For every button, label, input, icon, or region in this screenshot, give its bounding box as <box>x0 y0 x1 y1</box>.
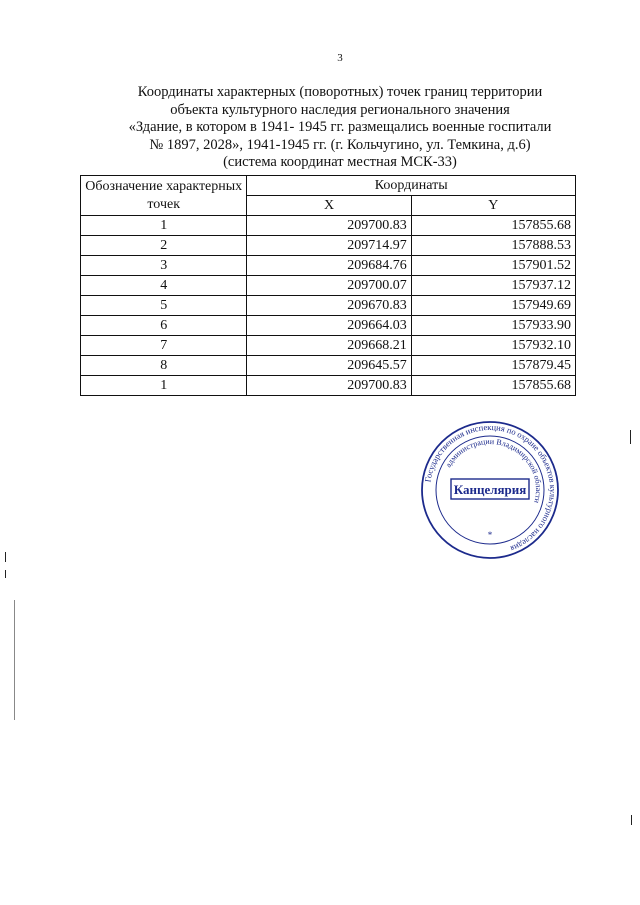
table-row <box>81 336 576 356</box>
y-cell: 157855.68 <box>411 216 575 236</box>
x-cell: 209684.76 <box>247 256 411 276</box>
office-stamp <box>420 420 560 560</box>
y-cell: 157937.12 <box>411 276 575 296</box>
point-cell: 7 <box>81 336 247 356</box>
x-cell: 209700.07 <box>247 276 411 296</box>
header-row <box>81 176 576 196</box>
stamp-star-icon: * <box>487 530 493 540</box>
y-cell: 157879.45 <box>411 356 575 376</box>
y-cell: 157901.52 <box>411 256 575 276</box>
margin-mark <box>631 815 632 825</box>
page-number: 3 <box>337 52 343 64</box>
point-cell: 6 <box>81 316 247 336</box>
y-cell: 157949.69 <box>411 296 575 316</box>
title-line: Координаты характерных (поворотных) точек границ территории <box>137 84 543 100</box>
point-cell: 8 <box>81 356 247 376</box>
y-cell: 157932.10 <box>411 336 575 356</box>
point-cell: 5 <box>81 296 247 316</box>
y-cell: 157855.68 <box>411 376 575 396</box>
table-body <box>81 216 576 396</box>
margin-mark <box>14 600 15 720</box>
table-row <box>81 276 576 296</box>
stamp-center-text: Канцелярия <box>453 482 527 497</box>
margin-mark <box>5 570 6 578</box>
title-line: объекта культурного наследия регионального значения <box>170 101 510 118</box>
table-header <box>81 176 576 216</box>
point-cell: 2 <box>81 236 247 256</box>
point-cell: 1 <box>81 376 247 396</box>
point-cell: 4 <box>81 276 247 296</box>
title-line: «Здание, в котором в 1941- 1945 гг. размещались военные госпитали <box>128 119 552 135</box>
table-row <box>81 376 576 396</box>
x-cell: 209664.03 <box>247 316 411 336</box>
x-cell: 209700.83 <box>247 216 411 236</box>
y-cell: 157933.90 <box>411 316 575 336</box>
title-line: № 1897, 2028», 1941-1945 гг. (г. Кольчугино, ул. Темкина, д.6) <box>149 136 531 153</box>
point-cell: 1 <box>81 216 247 236</box>
x-cell: 209668.21 <box>247 336 411 356</box>
table-row <box>81 316 576 336</box>
margin-mark <box>5 552 6 562</box>
title-line: (система координат местная МСК-33) <box>223 154 457 170</box>
x-cell: 209714.97 <box>247 236 411 256</box>
stamp-inner-text: администрации Владимирской области <box>443 436 544 505</box>
point-column-header: Обозначение характерных точек <box>81 176 247 216</box>
y-column-header: Y <box>411 196 575 216</box>
table-row <box>81 216 576 236</box>
coordinates-group-header: Координаты <box>247 176 576 196</box>
table-row <box>81 296 576 316</box>
table-row <box>81 356 576 376</box>
table-row <box>81 256 576 276</box>
stamp-outer-text: Государственная инспекция по охране объектов культурного наследия <box>422 421 559 555</box>
margin-mark <box>630 430 631 444</box>
point-cell: 3 <box>81 256 247 276</box>
coordinates-table <box>80 175 576 396</box>
document-title <box>90 84 590 172</box>
x-cell: 209670.83 <box>247 296 411 316</box>
x-cell: 209645.57 <box>247 356 411 376</box>
table-row <box>81 236 576 256</box>
x-column-header: X <box>247 196 411 216</box>
x-cell: 209700.83 <box>247 376 411 396</box>
y-cell: 157888.53 <box>411 236 575 256</box>
